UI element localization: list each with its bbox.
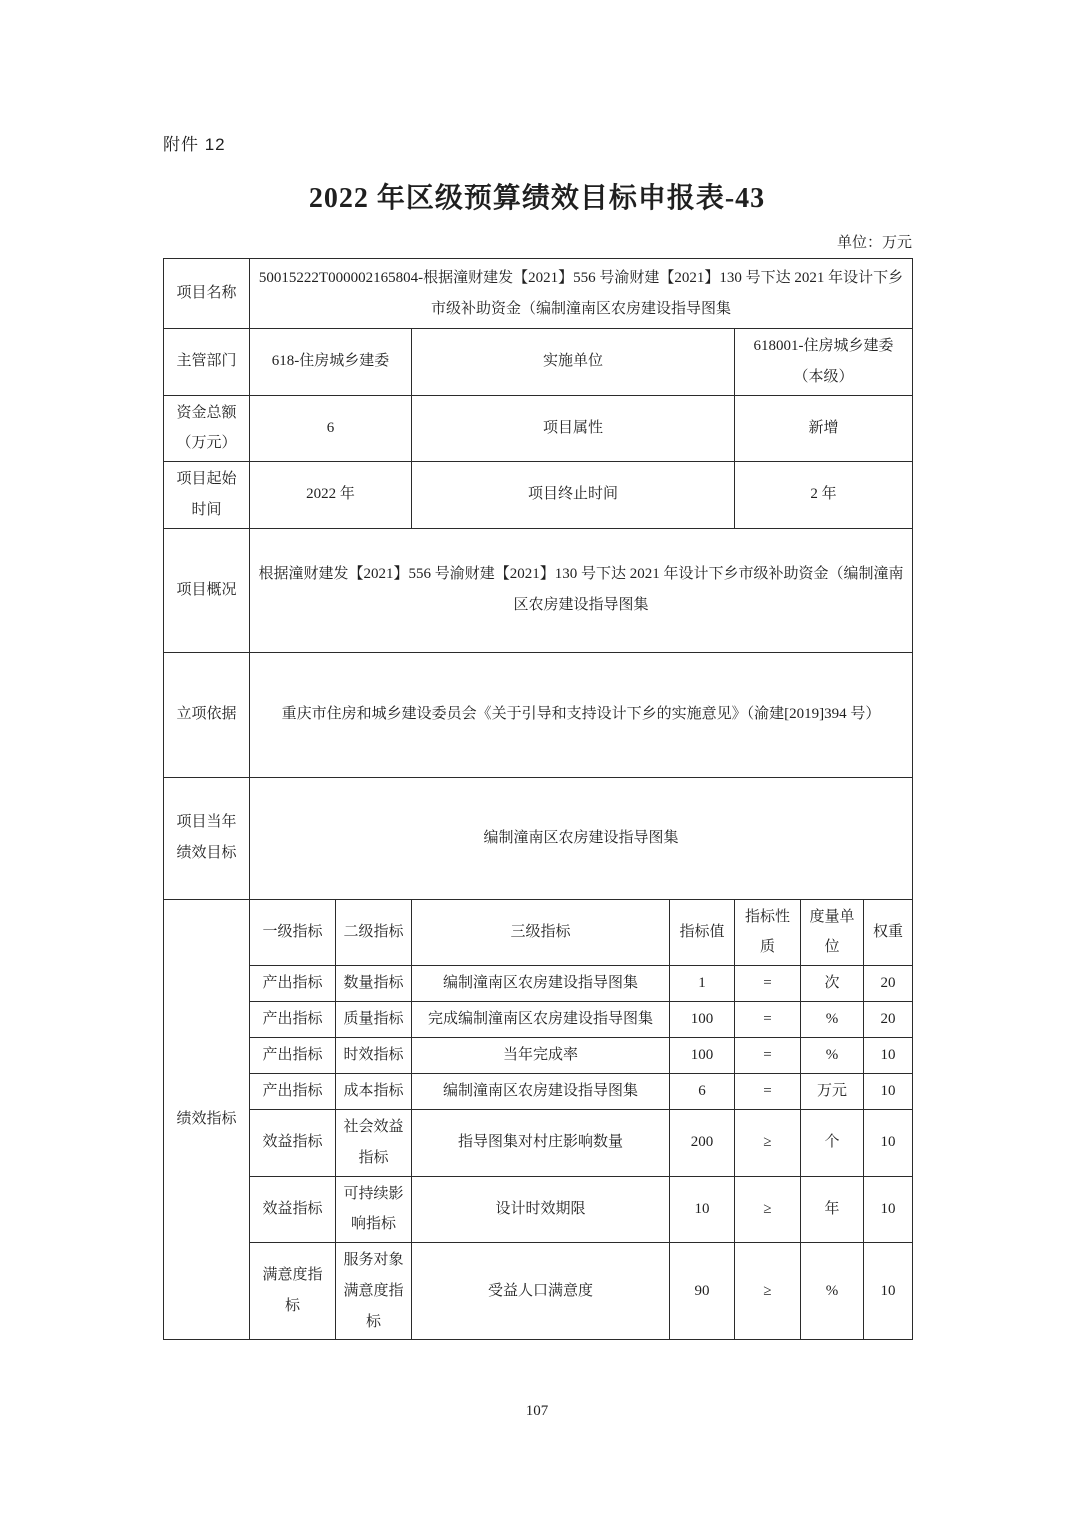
- impl-unit-label: 实施单位: [412, 329, 735, 396]
- indicator-row: [164, 1243, 913, 1340]
- level2-cell: 可持续影响指标: [336, 1176, 412, 1243]
- level1-cell: 产出指标: [250, 1038, 336, 1074]
- weight-cell: 10: [864, 1176, 913, 1243]
- indicator-row: [164, 1038, 913, 1074]
- level3-cell: 设计时效期限: [412, 1176, 670, 1243]
- header-nature: 指标性质: [735, 899, 801, 966]
- indicator-section-label: 绩效指标: [164, 899, 250, 1340]
- project-name-row: [164, 259, 913, 329]
- fund-row: [164, 395, 913, 462]
- level3-cell: 编制潼南区农房建设指导图集: [412, 966, 670, 1002]
- indicator-row: [164, 1074, 913, 1110]
- level2-cell: 成本指标: [336, 1074, 412, 1110]
- end-time-label: 项目终止时间: [412, 462, 735, 529]
- unit-cell: 万元: [801, 1074, 864, 1110]
- annual-goal-value: 编制潼南区农房建设指导图集: [250, 777, 913, 899]
- basis-label: 立项依据: [164, 652, 250, 777]
- header-level3: 三级指标: [412, 899, 670, 966]
- fund-label: 资金总额（万元）: [164, 395, 250, 462]
- indicator-row: [164, 1176, 913, 1243]
- indicator-row: [164, 1002, 913, 1038]
- nature-cell: ≥: [735, 1243, 801, 1340]
- header-unit: 度量单位: [801, 899, 864, 966]
- unit-cell: %: [801, 1002, 864, 1038]
- dept-value: 618-住房城乡建委: [250, 329, 412, 396]
- level3-cell: 受益人口满意度: [412, 1243, 670, 1340]
- basis-row: [164, 652, 913, 777]
- weight-cell: 20: [864, 1002, 913, 1038]
- weight-cell: 10: [864, 1074, 913, 1110]
- nature-cell: =: [735, 1074, 801, 1110]
- dept-label: 主管部门: [164, 329, 250, 396]
- attachment-label: 附件 12: [163, 135, 226, 154]
- level1-cell: 产出指标: [250, 1074, 336, 1110]
- project-attr-label: 项目属性: [412, 395, 735, 462]
- overview-row: [164, 528, 913, 652]
- value-cell: 1: [670, 966, 735, 1002]
- start-time-value: 2022 年: [250, 462, 412, 529]
- value-cell: 90: [670, 1243, 735, 1340]
- project-attr-value: 新增: [735, 395, 913, 462]
- weight-cell: 10: [864, 1243, 913, 1340]
- project-name-label: 项目名称: [164, 259, 250, 329]
- nature-cell: =: [735, 1002, 801, 1038]
- nature-cell: ≥: [735, 1176, 801, 1243]
- level3-cell: 完成编制潼南区农房建设指导图集: [412, 1002, 670, 1038]
- value-cell: 100: [670, 1038, 735, 1074]
- value-cell: 10: [670, 1176, 735, 1243]
- time-row: [164, 462, 913, 529]
- weight-cell: 10: [864, 1110, 913, 1177]
- page-number: 107: [525, 1403, 549, 1419]
- unit-cell: 年: [801, 1176, 864, 1243]
- header-level1: 一级指标: [250, 899, 336, 966]
- level2-cell: 服务对象满意度指标: [336, 1243, 412, 1340]
- overview-value: 根据潼财建发【2021】556 号渝财建【2021】130 号下达 2021 年设计下乡市级补助资金（编制潼南区农房建设指导图集: [250, 528, 913, 652]
- page-title: 2022 年区级预算绩效目标申报表-43: [308, 183, 766, 214]
- level1-cell: 产出指标: [250, 1002, 336, 1038]
- budget-performance-table: [163, 258, 913, 1340]
- unit-cell: 个: [801, 1110, 864, 1177]
- value-cell: 100: [670, 1002, 735, 1038]
- fund-value: 6: [250, 395, 412, 462]
- department-row: [164, 329, 913, 396]
- header-level2: 二级指标: [336, 899, 412, 966]
- weight-cell: 10: [864, 1038, 913, 1074]
- impl-unit-value: 618001-住房城乡建委（本级）: [735, 329, 913, 396]
- indicator-row: [164, 966, 913, 1002]
- overview-label: 项目概况: [164, 528, 250, 652]
- end-time-value: 2 年: [735, 462, 913, 529]
- nature-cell: =: [735, 966, 801, 1002]
- level1-cell: 产出指标: [250, 966, 336, 1002]
- level3-cell: 当年完成率: [412, 1038, 670, 1074]
- level1-cell: 效益指标: [250, 1110, 336, 1177]
- value-cell: 6: [670, 1074, 735, 1110]
- level2-cell: 时效指标: [336, 1038, 412, 1074]
- level2-cell: 数量指标: [336, 966, 412, 1002]
- basis-value: 重庆市住房和城乡建设委员会《关于引导和支持设计下乡的实施意见》（渝建[2019]394 号）: [250, 652, 913, 777]
- unit-cell: 次: [801, 966, 864, 1002]
- level3-cell: 指导图集对村庄影响数量: [412, 1110, 670, 1177]
- unit-cell: %: [801, 1243, 864, 1340]
- annual-goal-label: 项目当年绩效目标: [164, 777, 250, 899]
- level3-cell: 编制潼南区农房建设指导图集: [412, 1074, 670, 1110]
- nature-cell: =: [735, 1038, 801, 1074]
- indicator-row: [164, 1110, 913, 1177]
- unit-cell: %: [801, 1038, 864, 1074]
- level1-cell: 满意度指标: [250, 1243, 336, 1340]
- level1-cell: 效益指标: [250, 1176, 336, 1243]
- start-time-label: 项目起始时间: [164, 462, 250, 529]
- header-value: 指标值: [670, 899, 735, 966]
- annual-goal-row: [164, 777, 913, 899]
- project-name-value: 50015222T000002165804-根据潼财建发【2021】556 号渝财建【2021】130 号下达 2021 年设计下乡市级补助资金（编制潼南区农房建设指导图集: [250, 259, 913, 329]
- unit-note: 单位：万元: [836, 235, 912, 251]
- level2-cell: 质量指标: [336, 1002, 412, 1038]
- nature-cell: ≥: [735, 1110, 801, 1177]
- level2-cell: 社会效益指标: [336, 1110, 412, 1177]
- value-cell: 200: [670, 1110, 735, 1177]
- header-weight: 权重: [864, 899, 913, 966]
- indicator-header-row: [164, 899, 913, 966]
- weight-cell: 20: [864, 966, 913, 1002]
